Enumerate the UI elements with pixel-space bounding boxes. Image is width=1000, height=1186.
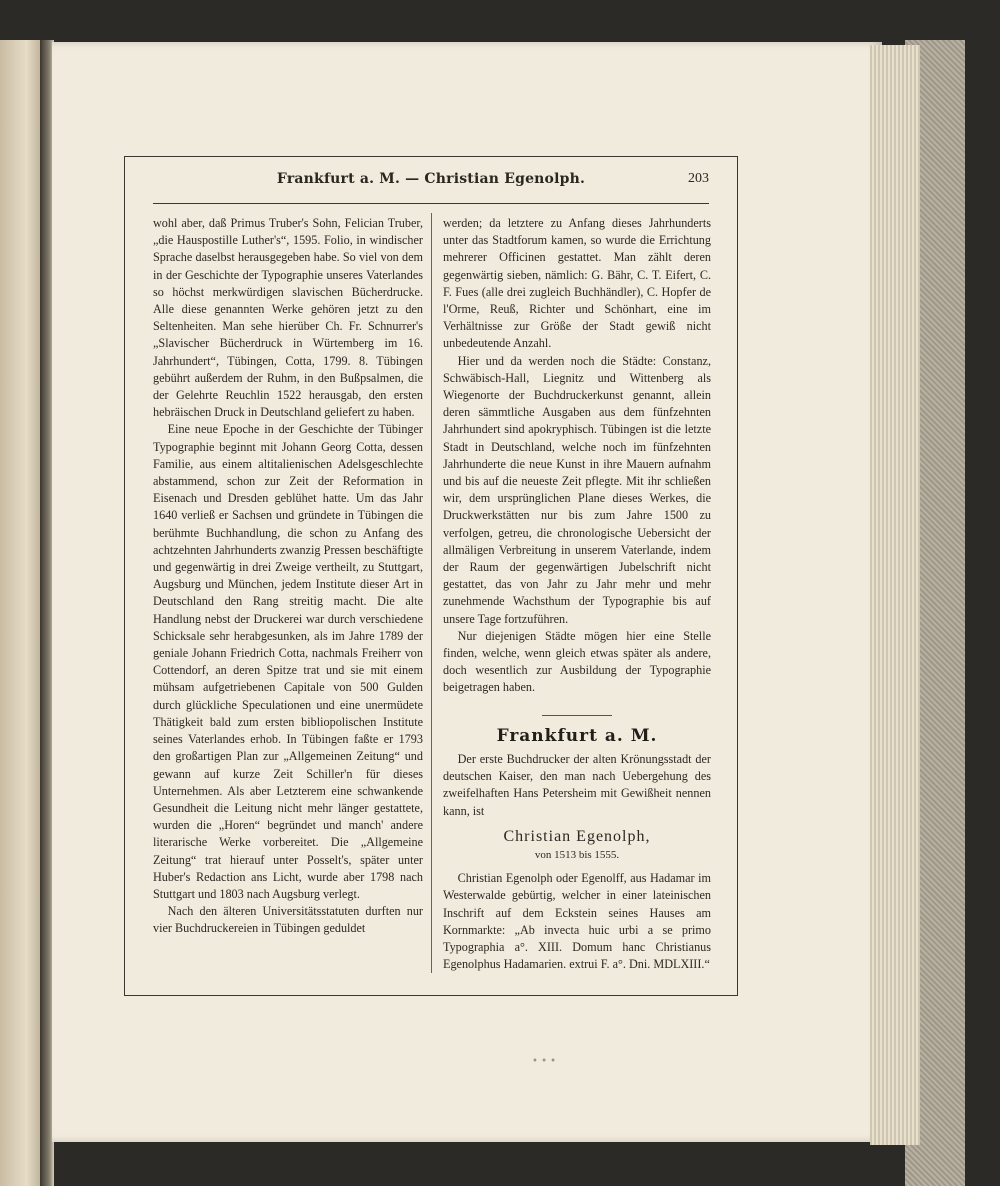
printer-name: Christian Egenolph, [503, 827, 651, 845]
facing-page-edge [0, 40, 44, 1186]
paragraph: Eine neue Epoche in der Geschichte der Tübinger Typographie beginnt mit Johann Georg Cotta, dessen Familie, aus einem altitalienischen Adelsgeschlechte abstammend, schon zur Zeit der Reformation in Eisenach und Dresden geblühet hatte. Um das Jahr 1640 verließ er Sachsen und gründete in Tübingen die berühmte Buchhandlung, die schon zu Anfang des achtzehnten Jahrhunderts zwanzig Pressen beschäftigte und gegenwärtig in drei Zweige vertheilt, zu Stuttgart, Augsburg und München, jedem Institute dieser Art in Deutschland den Rang streitig macht. Die alte Handlung nebst der Druckerei war durch verschiedene Schicksale sehr herabgesunken, als im Jahre 1789 der geniale Johann Friedrich Cotta, nachmals Freiherr von Cottendorf, an deren Spitze trat und sie mit einem mühsam aufgetriebenen Capitale von 500 Gulden durch glückliche Speculationen und eine unermüdete Thätigkeit bald zum ersten bibliopolischen Institute seines Vaterlandes erhob. In Tübingen faßte er 1793 den großartigen Plan zur „Allgemeinen Zeitung“ und gewann auf kurze Zeit Schiller'n für dieses Unternehmen. Als aber Letzterem eine schwankende Gesundheit die Leitung nicht mehr länger gestattete, wurden die „Horen“ begründet und manch' andere literarische Werke vorbereitet. Die „Allgemeine Zeitung“ trat hierauf unter Posselt's, später unter Huber's Redaction ans Licht, wurde aber 1798 nach Stuttgart und 1803 nach Augsburg verlegt. [153, 422, 423, 901]
paragraph: werden; da letztere zu Anfang dieses Jahrhunderts unter das Stadtforum kamen, so wurde die Errichtung mehrerer Officinen gestattet. Man zählt deren gegenwärtig sieben, nämlich: G. Bähr, C. T. Eifert, C. F. Fues (alle drei zugleich Buchhändler), C. Hopfer de l'Orme, Reuß, Richter und Schönhart, eine im Verhältnisse zur Größe der Stadt gewiß nicht unbedeutende Anzahl. [443, 216, 711, 351]
header-rule [153, 203, 709, 204]
section-title: Frankfurt a. M. [496, 725, 658, 746]
column-divider [431, 213, 432, 973]
paragraph: wohl aber, daß Primus Truber's Sohn, Felician Truber, „die Hauspostille Luther's“, 1595. Folio, in windischer Sprache daselbst herausgegeben habe. So viel von dem in der Geschichte der Typographie unseres Vaterlandes so höchst merkwürdigen slavischen Bücherdrucke. Alle diese genannten Werke gehören jetzt zu den Seltenheiten. Man sehe hierüber Ch. Fr. Schnurrer's „Slavischer Bücherdruck in Würtemberg im 16. Jahrhundert“, Tübingen, Cotta, 1799. 8. Tübingen gebührt außerdem der Ruhm, in den Bußpsalmen, die der Gelehrte Reuchlin 1522 herausgab, den ersten hebräischen Druck in Deutschland geliefert zu haben. [153, 216, 423, 420]
section-divider [542, 715, 612, 716]
right-column [443, 215, 711, 973]
paragraph: Nur diejenigen Städte mögen hier eine Stelle finden, welche, wenn gleich etwas später als andere, doch wesentlich zur Ausbildung der Typographie beigetragen haben. [443, 628, 711, 695]
left-column [153, 215, 423, 938]
running-head: Frankfurt a. M. — Christian Egenolph. [276, 171, 586, 187]
paragraph: Nach den älteren Universitätsstatuten durften nur vier Buchdruckereien in Tübingen geduldet [153, 904, 423, 936]
page-marks: • • • [532, 1056, 557, 1067]
section-intro: Der erste Buchdrucker der alten Krönungsstadt der deutschen Kaiser, den man nach Uebergehung des zweifelhaften Hans Petersheim mit Gewißheit nennen kann, ist [443, 751, 711, 818]
printer-dates: von 1513 bis 1555. [534, 848, 620, 861]
paragraph: Hier und da werden noch die Städte: Constanz, Schwäbisch-Hall, Liegnitz und Wittenberg als Wiegenorte der Buchdruckerkunst genannt, allein deren sämmtliche Ausgaben aus dem fünfzehnten Jahrhundert sind apokryphisch. Tübingen ist die letzte Stadt in Deutschland, welche noch im fünfzehnten Jahrhunderte die neue Kunst in ihre Mauern aufnahm und bis auf die neueste Zeit pflegte. Mit ihr schließen wir, dem ursprünglichen Plane dieses Werkes, die Druckwerkstätten nur bis zum Jahre 1500 zu verfolgen, getreu, die chronologische Uebersicht der allmäligen Verbreitung in unserem Vaterlande, indem der Raum der gegenwärtigen Jubelschrift nicht gestattet, das von Jahr zu Jahr mehr und mehr zunehmende Wachsthum der Typographie bis auf unsere Tage fortzuführen. [443, 353, 711, 626]
page-number: 203 [688, 171, 709, 186]
section-body: Christian Egenolph oder Egenolff, aus Hadamar im Westerwalde gebürtig, welcher in einer lateinischen Inschrift auf dem Eckstein seines Hauses am Kornmarkte: „Ab invecta huic urbi a se primo Typographia a°. XIII. Domum hanc Christianus Egenolphus Hadamarien. extrui F. a°. Dni. MDLXIII.“ [443, 871, 711, 972]
page-edges [870, 45, 920, 1145]
text-frame [124, 156, 738, 996]
